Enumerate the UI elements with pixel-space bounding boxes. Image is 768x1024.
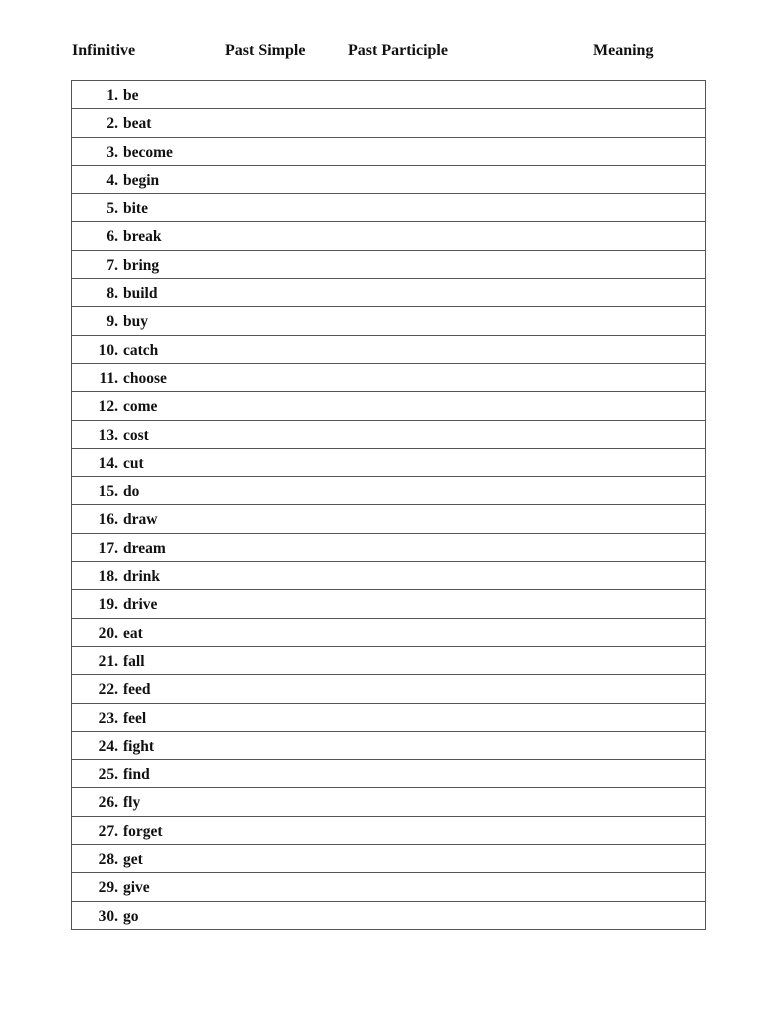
infinitive-verb: give [123, 879, 150, 897]
table-row [72, 476, 705, 504]
table-row [72, 363, 705, 391]
infinitive-verb: bring [123, 256, 160, 274]
infinitive-verb: go [123, 907, 139, 925]
infinitive-verb: become [123, 143, 173, 161]
table-row [72, 165, 705, 193]
table-row [72, 674, 705, 702]
infinitive-verb: dream [123, 539, 166, 557]
infinitive-verb: fly [123, 794, 141, 812]
infinitive-verb: bite [123, 200, 148, 218]
infinitive-verb: catch [123, 341, 159, 359]
table-row [72, 81, 705, 108]
infinitive-verb: get [123, 851, 143, 869]
table-row [72, 108, 705, 136]
infinitive-verb: build [123, 285, 158, 303]
row-number: 11. [99, 369, 118, 387]
row-number: 28. [98, 851, 118, 869]
row-number: 25. [98, 766, 118, 784]
infinitive-verb: choose [123, 369, 167, 387]
table-row [72, 193, 705, 221]
row-number: 10. [98, 341, 118, 359]
header-past-simple: Past Simple [225, 42, 306, 59]
table-row [72, 391, 705, 419]
infinitive-verb: break [123, 228, 162, 246]
infinitive-verb: feed [123, 681, 151, 699]
row-number: 1. [106, 87, 118, 104]
infinitive-verb: drive [123, 596, 158, 614]
infinitive-verb: feel [123, 709, 147, 727]
infinitive-verb: fight [123, 737, 154, 755]
infinitive-verb: do [123, 483, 140, 501]
infinitive-verb: cut [123, 454, 144, 472]
row-number: 4. [106, 171, 118, 189]
infinitive-verb: begin [123, 171, 160, 189]
infinitive-verb: be [123, 87, 139, 104]
row-number: 23. [98, 709, 118, 727]
table-row [72, 278, 705, 306]
row-number: 18. [98, 568, 118, 586]
infinitive-verb: cost [123, 426, 149, 444]
header-past-participle: Past Participle [348, 42, 448, 59]
table-row [72, 504, 705, 532]
row-number: 5. [106, 200, 118, 218]
infinitive-verb: beat [123, 115, 152, 133]
table-row [72, 731, 705, 759]
table-row [72, 759, 705, 787]
verb-table [71, 80, 706, 930]
header-infinitive: Infinitive [72, 42, 136, 59]
table-row [72, 787, 705, 815]
row-number: 19. [98, 596, 118, 614]
row-number: 16. [98, 511, 118, 529]
row-number: 22. [98, 681, 118, 699]
row-number: 6. [106, 228, 118, 246]
row-number: 15. [98, 483, 118, 501]
table-row [72, 589, 705, 617]
infinitive-verb: eat [123, 624, 143, 642]
table-row [72, 816, 705, 844]
row-number: 21. [98, 652, 118, 670]
row-number: 14. [98, 454, 118, 472]
row-number: 24. [98, 737, 118, 755]
header-meaning: Meaning [593, 42, 654, 59]
row-number: 12. [98, 398, 118, 416]
table-row [72, 137, 705, 165]
infinitive-verb: find [123, 766, 150, 784]
row-number: 9. [106, 313, 118, 331]
table-row [72, 420, 705, 448]
table-row [72, 448, 705, 476]
table-row [72, 250, 705, 278]
infinitive-verb: buy [123, 313, 148, 331]
row-number: 7. [106, 256, 118, 274]
row-number: 17. [98, 539, 118, 557]
table-row [72, 533, 705, 561]
row-number: 8. [106, 285, 118, 303]
row-number: 20. [98, 624, 118, 642]
table-row [72, 872, 705, 900]
table-row [72, 561, 705, 589]
table-row [72, 901, 705, 929]
row-number: 26. [98, 794, 118, 812]
table-row [72, 335, 705, 363]
row-number: 27. [98, 822, 118, 840]
table-row [72, 306, 705, 334]
row-number: 30. [98, 907, 118, 925]
row-number: 2. [106, 115, 118, 133]
infinitive-verb: draw [123, 511, 158, 529]
infinitive-verb: forget [123, 822, 163, 840]
table-row [72, 221, 705, 249]
infinitive-verb: come [123, 398, 158, 416]
infinitive-verb: fall [123, 652, 145, 670]
row-number: 29. [98, 879, 118, 897]
table-row [72, 618, 705, 646]
table-row [72, 703, 705, 731]
table-row [72, 646, 705, 674]
table-row [72, 844, 705, 872]
row-number: 13. [98, 426, 118, 444]
row-number: 3. [106, 143, 118, 161]
infinitive-verb: drink [123, 568, 161, 586]
